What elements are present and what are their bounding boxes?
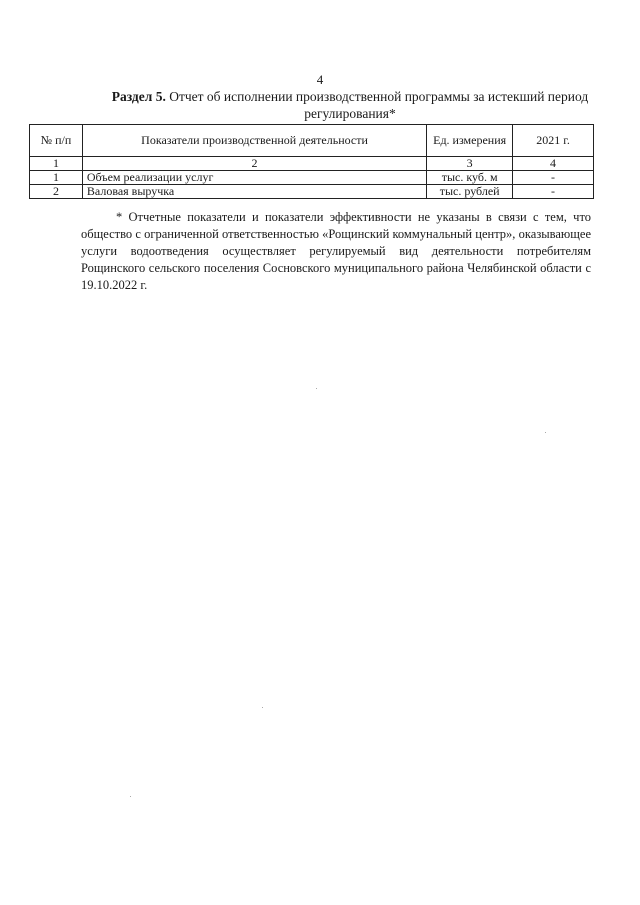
column-number: 4	[513, 157, 594, 171]
header-indicator: Показатели производственной деятельности	[82, 125, 426, 157]
row-indicator: Объем реализации услуг	[82, 171, 426, 185]
column-number: 3	[427, 157, 513, 171]
footnote-text: * Отчетные показатели и показатели эффективности не указаны в связи с тем, что общество с ограниченной ответственностью «Рощинский коммунальный центр», оказывающее услуги водоотведения осуществляет регулируемый вид деятельности потребителям Рощинского сельского поселения Сосновского муниципального района Челябинской области с 19.10.2022 г.	[81, 210, 591, 292]
section-heading-label: Раздел 5.	[111, 89, 166, 104]
column-number: 2	[82, 157, 426, 171]
header-unit: Ед. измерения	[427, 125, 513, 157]
row-number: 1	[30, 171, 83, 185]
row-value: -	[513, 171, 594, 185]
header-year: 2021 г.	[513, 125, 594, 157]
row-indicator: Валовая выручка	[82, 185, 426, 199]
header-number: № п/п	[30, 125, 83, 157]
table-row	[30, 171, 594, 185]
section-heading-text: Отчет об исполнении производственной программы за истекший период регулирования*	[169, 89, 589, 121]
row-unit: тыс. рублей	[427, 185, 513, 199]
row-value: -	[513, 185, 594, 199]
production-program-table	[29, 124, 594, 199]
section-heading	[110, 88, 590, 122]
table-header-row	[30, 125, 594, 157]
row-unit: тыс. куб. м	[427, 171, 513, 185]
table-row	[30, 185, 594, 199]
scan-speck	[130, 796, 131, 797]
column-numbering-row	[30, 157, 594, 171]
footnote	[81, 209, 591, 294]
page-number: 4	[316, 72, 324, 87]
row-number: 2	[30, 185, 83, 199]
scan-speck	[545, 432, 546, 433]
scan-speck	[262, 707, 263, 708]
scan-speck	[316, 388, 317, 389]
column-number: 1	[30, 157, 83, 171]
